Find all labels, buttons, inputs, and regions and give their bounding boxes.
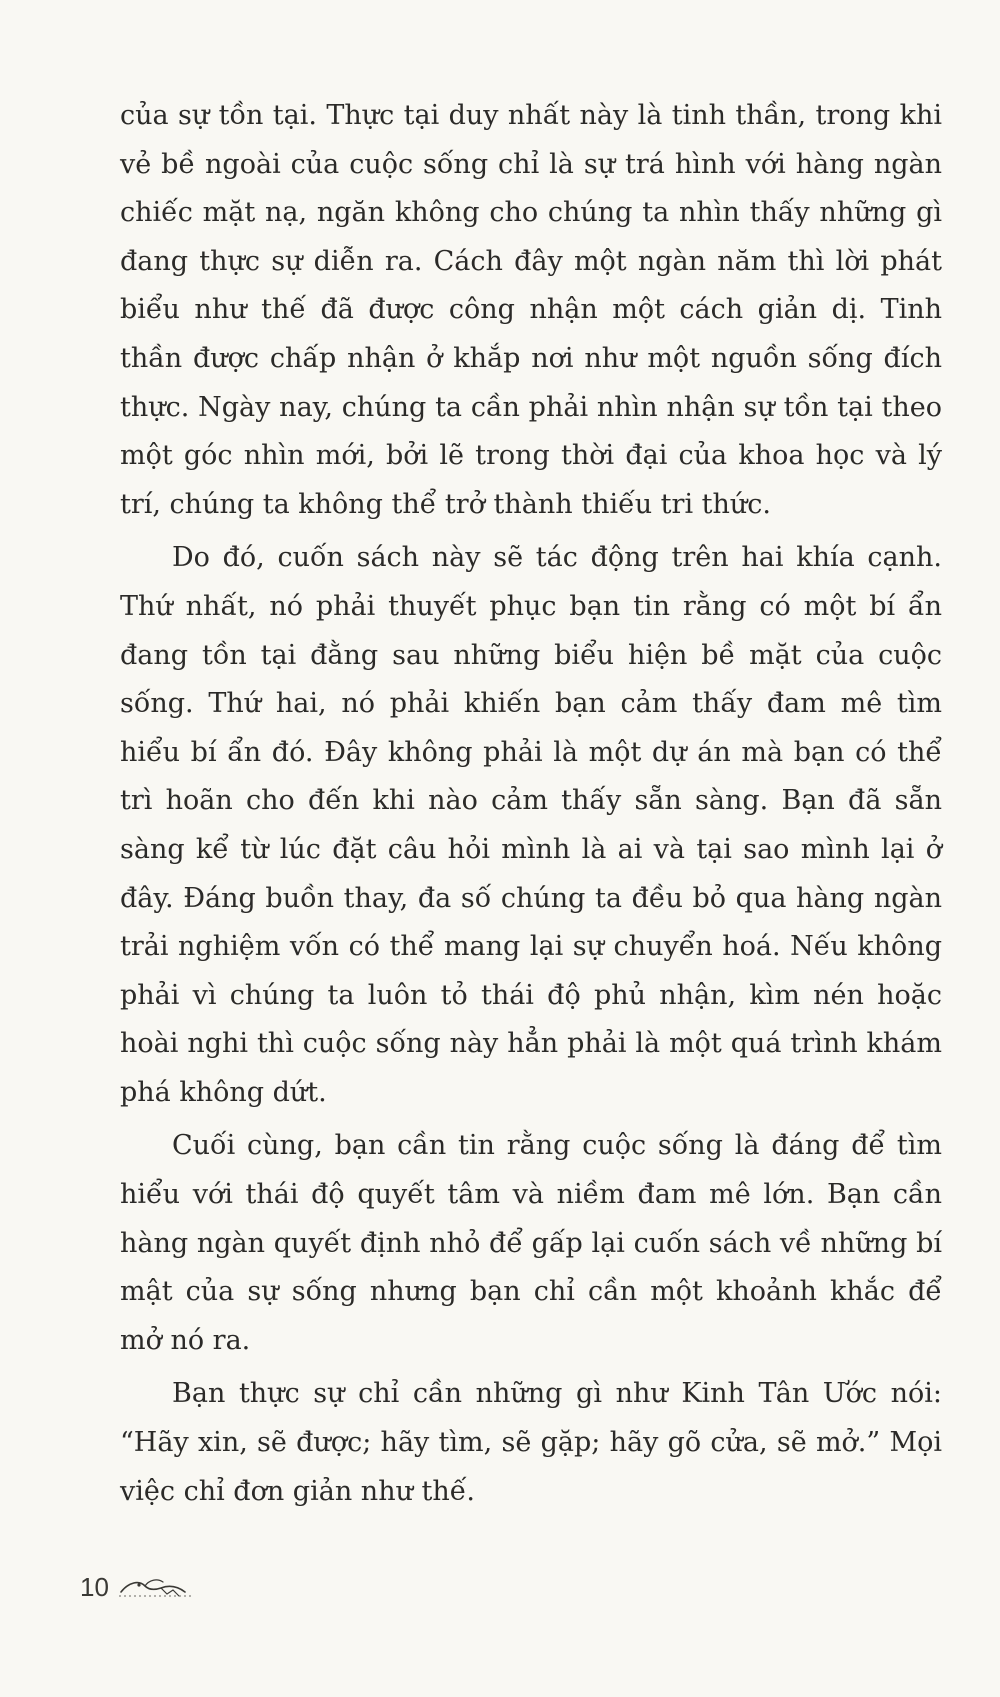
paragraph-1: của sự tồn tại. Thực tại duy nhất này là tinh thần, trong khi vẻ bề ngoài của cuộc sống chỉ là sự trá hình với hàng ngàn chiếc mặt nạ, ngăn không cho chúng ta nhìn thấy những gì đang thực sự diễn ra. Cách đây một ngàn năm thì lời phát biểu như thế đã được công nhận một cách giản dị. Tinh thần được chấp nhận ở khắp nơi như một nguồn sống đích thực. Ngày nay, chúng ta cần phải nhìn nhận sự tồn tại theo một góc nhìn mới, bởi lẽ trong thời đại của khoa học và lý trí, chúng ta không thể trở thành thiếu tri thức. — [120, 100, 942, 520]
page-footer — [80, 1572, 195, 1603]
bird-ornament-icon — [115, 1574, 195, 1602]
paragraph-4: Bạn thực sự chỉ cần những gì như Kinh Tân Ước nói: “Hãy xin, sẽ được; hãy tìm, sẽ gặp; hãy gõ cửa, sẽ mở.” Mọi việc chỉ đơn giản như thế. — [120, 1378, 942, 1507]
body-text — [120, 92, 942, 1521]
paragraph-3: Cuối cùng, bạn cần tin rằng cuộc sống là đáng để tìm hiểu với thái độ quyết tâm và niềm đam mê lớn. Bạn cần hàng ngàn quyết định nhỏ để gấp lại cuốn sách về những bí mật của sự sống nhưng bạn chỉ cần một khoảnh khắc để mở nó ra. — [120, 1130, 942, 1356]
paragraph-2: Do đó, cuốn sách này sẽ tác động trên hai khía cạnh. Thứ nhất, nó phải thuyết phục bạn tin rằng có một bí ẩn đang tồn tại đằng sau những biểu hiện bề mặt của cuộc sống. Thứ hai, nó phải khiến bạn cảm thấy đam mê tìm hiểu bí ẩn đó. Đây không phải là một dự án mà bạn có thể trì hoãn cho đến khi nào cảm thấy sẵn sàng. Bạn đã sẵn sàng kể từ lúc đặt câu hỏi mình là ai và tại sao mình lại ở đây. Đáng buồn thay, đa số chúng ta đều bỏ qua hàng ngàn trải nghiệm vốn có thể mang lại sự chuyển hoá. Nếu không phải vì chúng ta luôn tỏ thái độ phủ nhận, kìm nén hoặc hoài nghi thì cuộc sống này hẳn phải là một quá trình khám phá không dứt. — [120, 542, 942, 1108]
page-number: 10 — [80, 1572, 109, 1602]
